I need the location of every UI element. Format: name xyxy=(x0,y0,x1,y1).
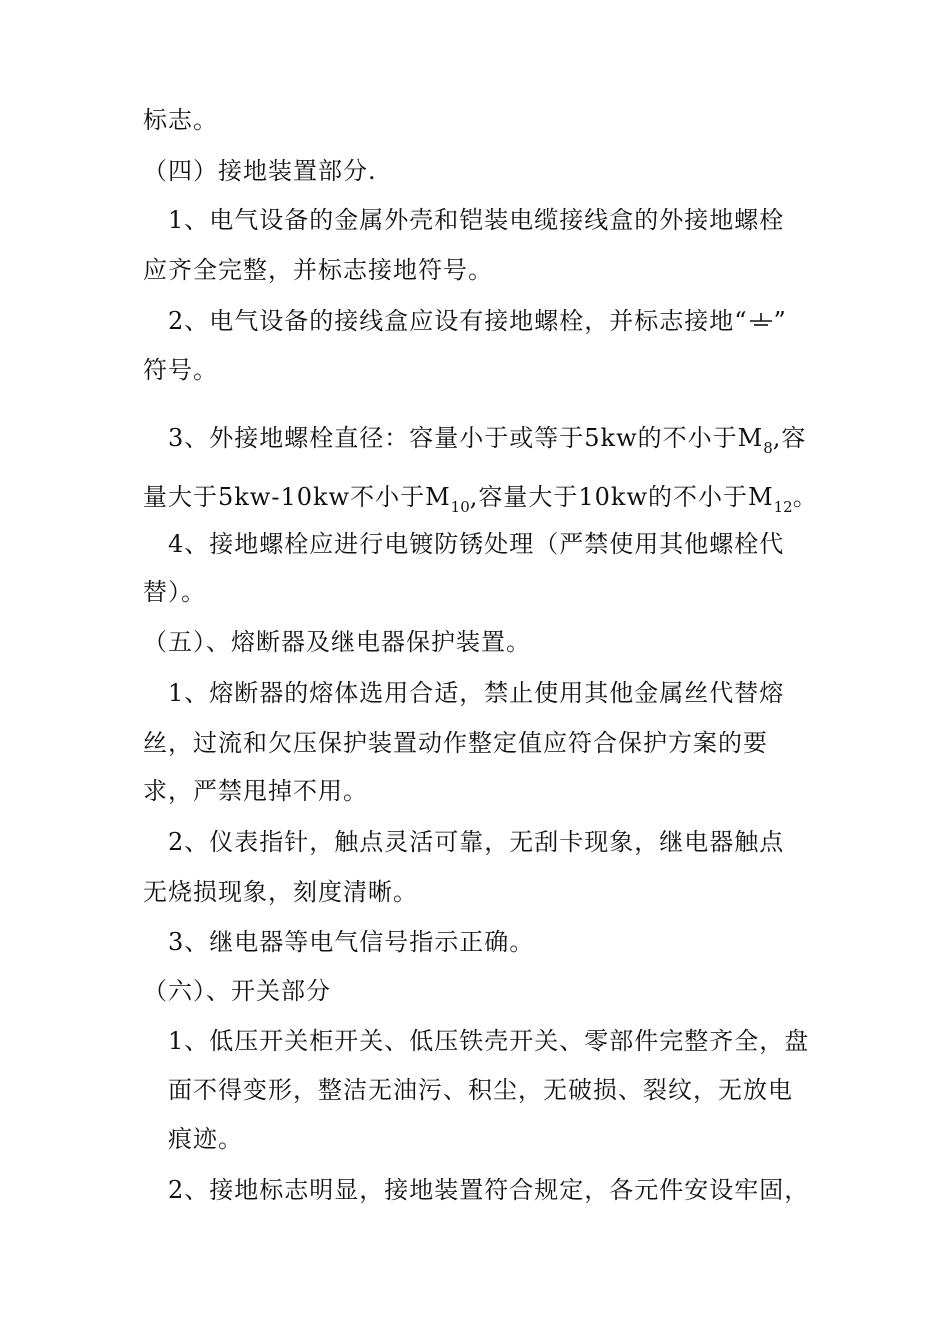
text-line: 2、仪表指针，触点灵活可靠，无刮卡现象，继电器触点 xyxy=(168,828,785,856)
text-line: 无烧损现象，刻度清晰。 xyxy=(143,878,418,906)
text-line: 1、电气设备的金属外壳和铠装电缆接线盒的外接地螺栓 xyxy=(168,206,785,234)
text-segment: ,容量大于10kw的不小于M xyxy=(469,483,774,511)
ground-symbol-icon xyxy=(748,307,774,327)
text-line: 标志。 xyxy=(143,106,218,134)
text-line: 1、熔断器的熔体选用合适，禁止使用其他金属丝代替熔 xyxy=(168,679,785,707)
section-heading-fuse-relay: （五）、熔断器及继电器保护装置。 xyxy=(143,628,531,656)
text-line xyxy=(168,422,806,464)
text-segment: 。 xyxy=(792,483,818,511)
text-segment: 3、外接地螺栓直径：容量小于或等于5kw的不小于M xyxy=(168,424,764,452)
text-segment: 量大于5kw-10kw不小于M xyxy=(143,483,451,511)
text-line xyxy=(168,305,787,337)
text-line: 4、接地螺栓应进行电镀防锈处理（严禁使用其他螺栓代 xyxy=(168,530,785,558)
text-line: 痕迹。 xyxy=(168,1125,243,1153)
section-heading-grounding: （四）接地装置部分. xyxy=(143,157,377,185)
text-line: 丝，过流和欠压保护装置动作整定值应符合保护方案的要 xyxy=(143,729,768,757)
subscript: 12 xyxy=(773,498,793,516)
text-line: 2、接地标志明显，接地装置符合规定，各元件安设牢固， xyxy=(168,1176,810,1204)
text-line: 替）。 xyxy=(143,578,206,606)
text-segment: ,容 xyxy=(772,424,807,452)
text-line xyxy=(143,481,818,523)
text-line: 1、低压开关柜开关、低压铁壳开关、零部件完整齐全，盘 xyxy=(168,1027,810,1055)
subscript: 8 xyxy=(763,439,773,457)
text-line: 3、继电器等电气信号指示正确。 xyxy=(168,928,535,956)
text-line: 应齐全完整，并标志接地符号。 xyxy=(143,256,493,284)
text-line: 符号。 xyxy=(143,356,218,384)
subscript: 10 xyxy=(450,498,470,516)
text-line: 求，严禁甩掉不用。 xyxy=(143,777,368,805)
text-segment: 2、电气设备的接线盒应设有接地螺栓，并标志接地“ xyxy=(168,307,748,335)
section-heading-switch: （六）、开关部分 xyxy=(143,977,331,1005)
text-segment: ” xyxy=(773,307,787,335)
text-line: 面不得变形，整洁无油污、积尘，无破损、裂纹，无放电 xyxy=(168,1076,793,1104)
